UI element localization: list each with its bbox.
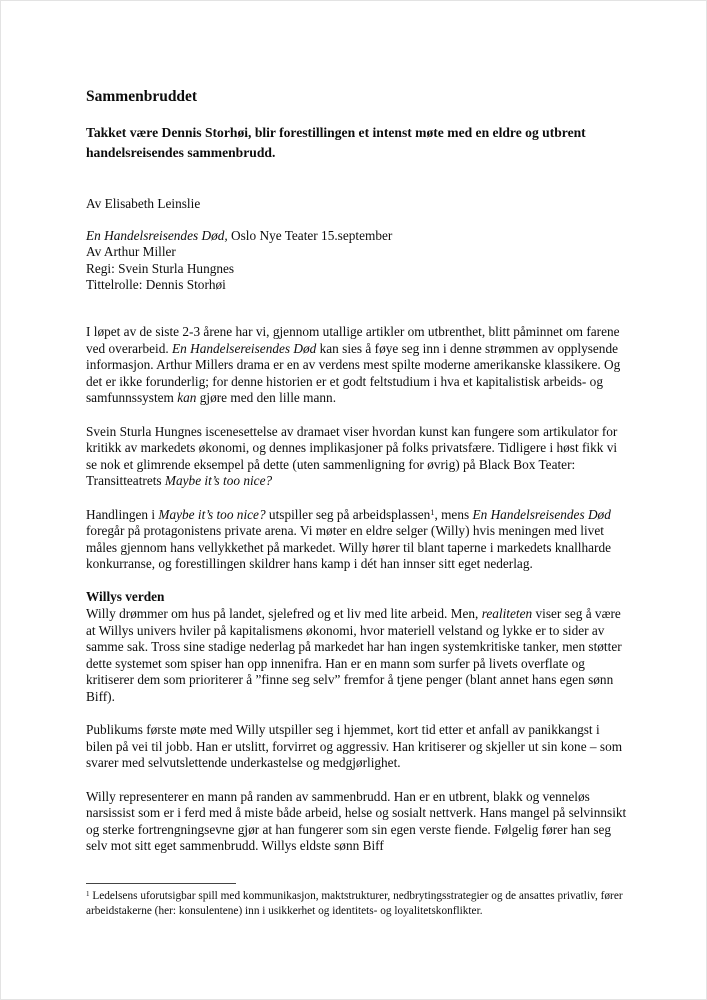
text-run: realiteten xyxy=(481,606,533,622)
text-run: Regi: Svein Sturla Hungnes xyxy=(86,260,235,276)
section-heading xyxy=(86,589,628,606)
text-run: foregår på protagonistens private arena. Vi møter en eldre selger (Willy) hvis meningen med livet måles gjennom hans vellykkethet på markedet. Willy hører til blant taperne i markedets knallharde konkurranse, og forestillingen skildrer hans kamp i dét han innser sitt eget nederlag. xyxy=(86,523,612,572)
text-run: En Handelsreisendes Død, xyxy=(86,227,228,243)
text-run: Ledelsens uforutsigbar spill med kommunikasjon, maktstrukturer, nedbrytingsstrategier og de ansattes privatliv, fører arbeidstakerne (her: konsulentene) inn i usikkerhet og identitets- og loyalitetskonflikter. xyxy=(86,890,623,917)
byline xyxy=(86,196,628,213)
footnote-separator xyxy=(86,883,236,884)
text-run: Av Elisabeth Leinslie xyxy=(86,196,201,211)
text-run: 1 xyxy=(86,889,90,898)
text-run: Tittelrolle: Dennis Storhøi xyxy=(86,277,226,293)
paragraph xyxy=(86,507,628,573)
text-run: kan xyxy=(177,390,197,406)
text-run: Maybe it’s too nice? xyxy=(158,506,266,522)
paragraph xyxy=(86,324,628,407)
article-lede xyxy=(86,123,628,162)
paragraph xyxy=(86,606,628,706)
text-run: Av Arthur Miller xyxy=(86,244,176,260)
text-run: En Handelsereisendes Død xyxy=(172,340,317,356)
paragraph xyxy=(86,424,628,490)
credit-line xyxy=(86,228,628,245)
text-run: En Handelsreisendes Død xyxy=(472,506,611,522)
text-run: Svein Sturla Hungnes iscenesettelse av dramaet viser hvordan kunst kan fungere som artikulator for kritikk av markedets økonomi, og dennes implikasjoner på folks privatsfære. Tidligere i høst fikk vi se nok et glimrende eksempel på dette (uten sammenligning for øvrig) på Black Box Teater: Transitteatrets xyxy=(86,423,618,489)
article-body xyxy=(86,87,628,872)
text-run: Maybe it’s too nice? xyxy=(164,473,273,489)
credit-line xyxy=(86,277,628,294)
text-run: gjøre med den lille mann. xyxy=(196,390,337,406)
text-run: , mens xyxy=(434,506,473,522)
text-run: viser seg å være at Willys univers hviler på kapitalismens økonomi, hvor materiell velstand og lykke er to sider av samme sak. Tross sine stadige nederlag på markedet har han ingen systemkritiske tanker, men støtter dette systemet som spiser han opp innenifra. Han er en mann som surfer på livets overflate og kritiserer dem som prioriterer å ”finne seg selv” fremfor å tjene penger (blant annet hans egen sønn Biff). xyxy=(86,606,622,705)
text-run: Willy representerer en mann på randen av sammenbrudd. Han er en utbrent, blakk og venneløs narsissist som er i ferd med å miste både arbeid, helse og sosialt nettverk. Hans mangel på selvinnsikt og sterke fortrengningsevne gjør at han fungerer som sin egen verste fiende. Følgelig fører han seg selv mot sitt eget sammenbrudd. Willys eldste sønn Biff xyxy=(86,788,627,854)
text-run: Takket være Dennis Storhøi, blir forestillingen et intenst møte med en eldre og utbrent handelsreisendes sammenbrudd. xyxy=(86,125,586,160)
text-run: Willys verden xyxy=(86,589,165,605)
credit-line xyxy=(86,244,628,261)
article-title xyxy=(86,87,628,106)
paragraph xyxy=(86,789,628,855)
text-run: kan sies å føye seg inn i denne strømmen av opplysende informasjon. Arthur Millers drama er en av verdens mest spilte moderne amerikanske klassikere. Og det er ikke forunderlig; for denne historien er et godt feltstudium i hva et kapitalistisk arbeids- og samfunnssystem xyxy=(86,340,621,406)
credit-line xyxy=(86,261,628,278)
text-run: 1 xyxy=(430,507,435,517)
footnote-text xyxy=(86,889,628,918)
text-run: Oslo Nye Teater 15.september xyxy=(227,227,393,243)
text-run: Handlingen i xyxy=(86,506,159,522)
text-run: I løpet av de siste 2-3 årene har vi, gjennom utallige artikler om utbrenthet, blitt påminnet om farene ved overarbeid. xyxy=(86,323,620,356)
text-run: Publikums første møte med Willy utspiller seg i hjemmet, kort tid etter et anfall av panikkangst i bilen på vei til jobb. Han er utslitt, forvirret og aggressiv. Han kritiserer og skjeller ut sin kone – som svarer med selvutslettende underkastelse og medgjørlighet. xyxy=(86,722,623,771)
text-run: utspiller seg på arbeidsplassen xyxy=(265,506,431,522)
text-run: Willy drømmer om hus på landet, sjelefred og et liv med lite arbeid. Men, xyxy=(86,606,482,622)
footnote-area xyxy=(86,883,628,918)
text-run: Sammenbruddet xyxy=(86,88,198,105)
paragraph xyxy=(86,722,628,772)
